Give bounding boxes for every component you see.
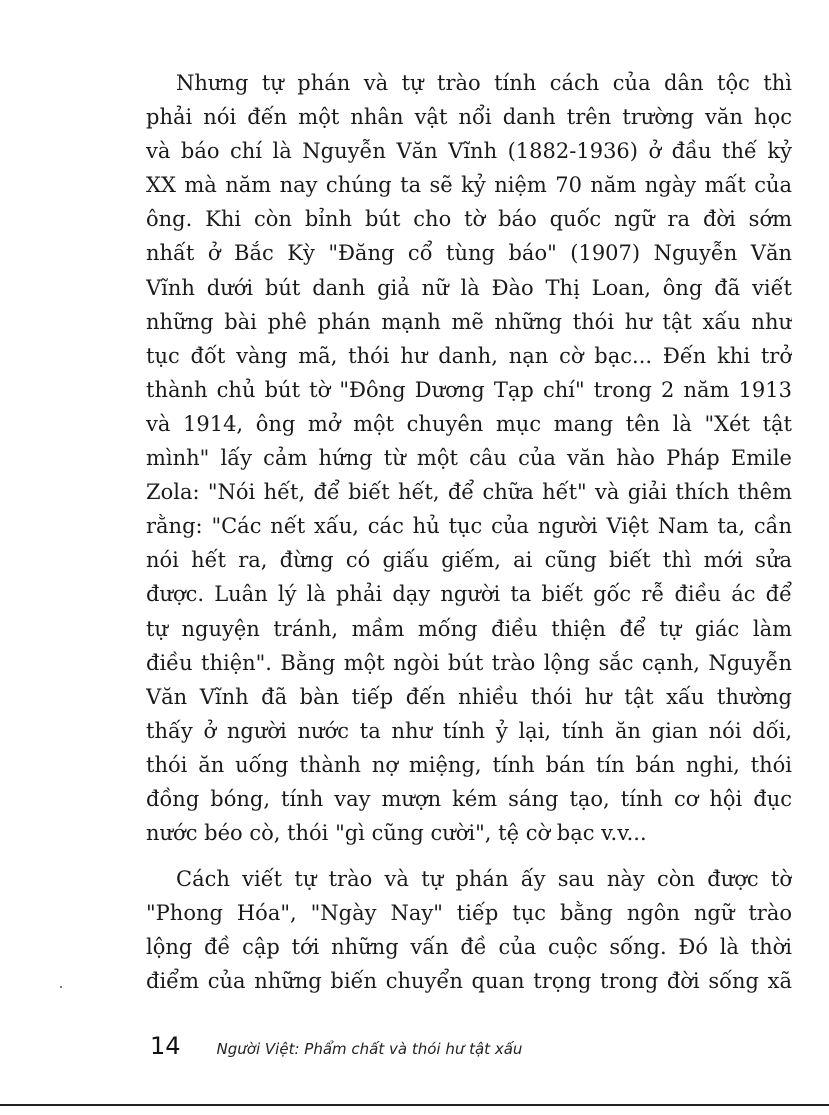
bottom-rule <box>0 1104 829 1106</box>
text-line: thói ăn uống thành nợ miệng, tính bán tín bán nghi, thói <box>146 752 792 777</box>
text-line: Nhưng tự phán và tự trào tính cách của dân tộc thì <box>176 71 792 95</box>
text-line: mình" lấy cảm hứng từ một câu của văn hào Pháp Emile <box>146 446 792 471</box>
text-line: nước béo cò, thói "gì cũng cười", tệ cờ bạc v.v... <box>146 821 647 846</box>
text-line: phải nói đến một nhân vật nổi danh trên trường văn học <box>146 105 792 130</box>
text-line: Vĩnh dưới bút danh giả nữ là Đào Thị Loan, ông đã viết <box>146 275 792 300</box>
text-line: điều thiện". Bằng một ngòi bút trào lộng sắc cạnh, Nguyễn <box>146 650 792 675</box>
text-line: nói hết ra, đừng có giấu giếm, ai cũng biết thì mới sửa <box>146 548 792 573</box>
text-line: và 1914, ông mở một chuyên mục mang tên là "Xét tật <box>146 411 792 436</box>
text-line: đồng bóng, tính vay mượn kém sáng tạo, tính cơ hội đục <box>146 786 792 811</box>
text-line: tự nguyện tránh, mầm mống điều thiện để tự giác làm <box>146 616 792 641</box>
text-line: những bài phê phán mạnh mẽ những thói hư tật xấu như <box>146 309 792 334</box>
text-line: ông. Khi còn bỉnh bút cho tờ báo quốc ngữ ra đời sớm <box>146 207 792 232</box>
text-line: nhất ở Bắc Kỳ "Đăng cổ tùng báo" (1907) Nguyễn Văn <box>146 241 792 266</box>
text-line: lộng đề cập tới những vấn đề của cuộc sống. Đó là thời <box>146 935 792 960</box>
text-line: thấy ở người nước ta như tính ỷ lại, tính ăn gian nói dối, <box>146 718 792 743</box>
page-number: 14 <box>150 1032 181 1060</box>
text-line: Văn Vĩnh đã bàn tiếp đến nhiều thói hư tật xấu thường <box>146 684 792 709</box>
running-title: Người Việt: Phẩm chất và thói hư tật xấu <box>216 1040 523 1058</box>
body-text <box>146 66 792 999</box>
text-line: rằng: "Các nết xấu, các hủ tục của người Việt Nam ta, cần <box>146 514 792 539</box>
text-line: thành chủ bút tờ "Đông Dương Tạp chí" trong 2 năm 1913 <box>146 377 792 402</box>
text-line: được. Luân lý là phải dạy người ta biết gốc rễ điều ác để <box>146 582 792 607</box>
text-line: "Phong Hóa", "Ngày Nay" tiếp tục bằng ngôn ngữ trào <box>146 901 792 926</box>
page-footer <box>150 1032 522 1072</box>
paragraph-1 <box>146 66 792 850</box>
text-line: Cách viết tự trào và tự phán ấy sau này còn được tờ <box>176 867 792 892</box>
text-line: Zola: "Nói hết, để biết hết, để chữa hết" và giải thích thêm <box>146 480 792 505</box>
scan-speck <box>60 986 62 988</box>
text-line: và báo chí là Nguyễn Văn Vĩnh (1882-1936) ở đầu thế kỷ <box>146 139 792 164</box>
text-line: tục đốt vàng mã, thói hư danh, nạn cờ bạc... Đến khi trở <box>146 343 792 368</box>
text-line: điểm của những biến chuyển quan trọng trong đời sống xã <box>146 969 792 994</box>
text-line: XX mà năm nay chúng ta sẽ kỷ niệm 70 năm ngày mất của <box>146 173 792 198</box>
paragraph-2 <box>146 862 792 998</box>
